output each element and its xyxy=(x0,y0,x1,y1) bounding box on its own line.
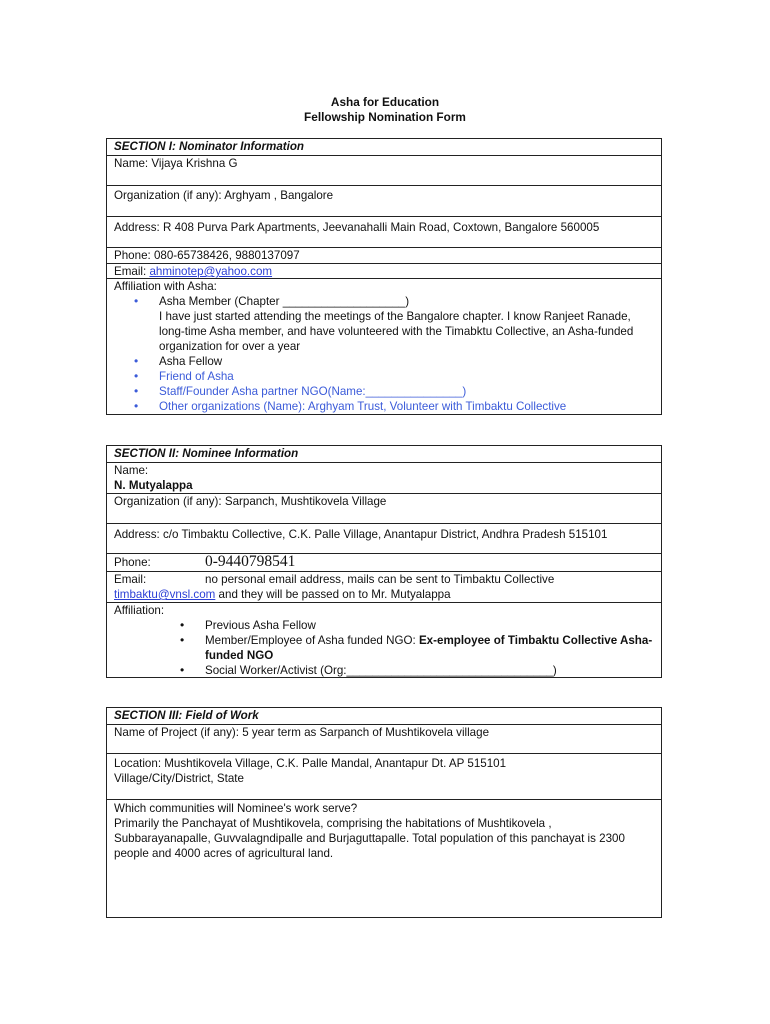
nominator-phone: Phone: 080-65738426, 9880137097 xyxy=(107,247,661,263)
nominator-email-row xyxy=(107,263,661,278)
nominator-name: Name: Vijaya Krishna G xyxy=(107,155,661,185)
bullet-icon: • xyxy=(134,384,139,398)
form-title-line2: Fellowship Nomination Form xyxy=(304,110,466,124)
list-item xyxy=(114,663,654,678)
communities-cell xyxy=(107,799,661,917)
nominee-email-note: no personal email address, mails can be sent to Timbaktu Collective xyxy=(205,573,555,586)
section1-table xyxy=(106,138,662,415)
nominee-email-cell xyxy=(107,571,661,602)
nominee-affiliation xyxy=(107,602,661,677)
bullet-icon: • xyxy=(134,369,139,383)
nominator-affiliation-list xyxy=(114,294,654,414)
form-title xyxy=(0,95,770,125)
location-sub: Village/City/District, State xyxy=(114,772,244,785)
nominator-organization: Organization (if any): Arghyam , Bangalore xyxy=(107,185,661,216)
nominee-affiliation-list xyxy=(114,618,654,678)
affiliation-asha-member: Asha Member (Chapter ___________________) xyxy=(159,295,410,308)
nominee-organization: Organization (if any): Sarpanch, Mushtikovela Village xyxy=(107,493,661,523)
nominee-email-tail: and they will be passed on to Mr. Mutyalappa xyxy=(215,588,451,601)
list-item xyxy=(114,384,654,399)
list-item xyxy=(114,294,654,354)
list-item xyxy=(114,399,654,414)
nominee-name-label: Name: xyxy=(114,464,149,477)
section2-heading: SECTION II: Nominee Information xyxy=(114,447,299,460)
nominee-address: Address: c/o Timbaktu Collective, C.K. Palle Village, Anantapur District, Andhra Pradesh 515101 xyxy=(107,523,661,553)
bullet-icon: • xyxy=(180,618,185,632)
nominee-email-label: Email: xyxy=(114,573,147,586)
project-name: Name of Project (if any): 5 year term as Sarpanch of Mushtikovela village xyxy=(107,724,661,753)
communities-answer: Primarily the Panchayat of Mushtikovela, comprising the habitations of Mushtikovela , Subbarayanapalle, Guvvalagndipalle and Burjaguttapalle. Total population of this panchayat is 2300 people and 4000 acres of agricultural land. xyxy=(114,817,625,860)
list-item xyxy=(114,618,654,633)
form-title-line1: Asha for Education xyxy=(330,95,440,109)
location-cell xyxy=(107,753,661,799)
nominee-phone: 0-9440798541 xyxy=(205,553,296,570)
list-item xyxy=(114,369,654,384)
nominator-affiliation xyxy=(107,278,661,414)
bullet-icon: • xyxy=(134,354,139,368)
section2-table xyxy=(106,445,662,678)
bullet-icon: • xyxy=(134,294,139,308)
bullet-icon: • xyxy=(134,399,139,413)
section3-heading: SECTION III: Field of Work xyxy=(114,709,259,722)
nominator-email-label: Email: xyxy=(114,265,150,278)
section1-heading: SECTION I: Nominator Information xyxy=(114,140,305,153)
nominee-email-link[interactable]: timbaktu@vnsl.com xyxy=(114,588,216,601)
affiliation-member-note: I have just started attending the meetings of the Bangalore chapter. I know Ranjeet Ranade, long-time Asha member, and have volunteered with the Timabktu Collective, an Asha-funded organization for over a year xyxy=(159,310,634,353)
communities-question: Which communities will Nominee's work serve? xyxy=(114,802,358,815)
list-item xyxy=(114,354,654,369)
location: Location: Mushtikovela Village, C.K. Palle Mandal, Anantapur Dt. AP 515101 xyxy=(114,757,507,770)
affiliation-friend: Friend of Asha xyxy=(159,370,234,383)
nominee-affiliation-label: Affiliation: xyxy=(114,604,165,617)
nominee-aff-fellow: Previous Asha Fellow xyxy=(205,619,316,632)
affiliation-asha-fellow: Asha Fellow xyxy=(159,355,223,368)
nominee-aff-social-worker: Social Worker/Activist (Org:________________________________) xyxy=(205,664,557,677)
section3-table xyxy=(106,707,662,918)
bullet-icon: • xyxy=(180,633,185,647)
list-item xyxy=(114,633,654,663)
nominee-phone-label: Phone: xyxy=(114,556,151,569)
nominee-phone-row xyxy=(107,553,661,571)
bullet-icon: • xyxy=(180,663,185,677)
nominee-name-cell xyxy=(107,462,661,493)
affiliation-staff-ngo: Staff/Founder Asha partner NGO(Name:_______________) xyxy=(159,385,467,398)
nominee-aff-ngo-prefix: Member/Employee of Asha funded NGO: xyxy=(205,634,419,647)
affiliation-other-orgs: Other organizations (Name): Arghyam Trust, Volunteer with Timbaktu Collective xyxy=(159,400,567,413)
nominee-aff-ngo-detail: Ex-employee of Timbaktu Collective Asha-funded NGO xyxy=(205,634,653,662)
nominator-email-link[interactable]: ahminotep@yahoo.com xyxy=(149,265,273,278)
nominator-affiliation-label: Affiliation with Asha: xyxy=(114,280,217,293)
nominee-name: N. Mutyalappa xyxy=(114,479,193,492)
nominator-address: Address: R 408 Purva Park Apartments, Jeevanahalli Main Road, Coxtown, Bangalore 560005 xyxy=(107,216,661,247)
